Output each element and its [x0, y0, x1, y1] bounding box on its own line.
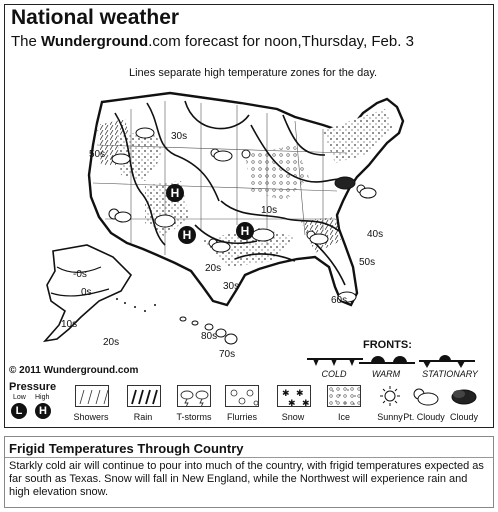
map-partly-cloudy-icon-mid-atlantic — [357, 185, 376, 198]
snow-area-northeast — [323, 109, 393, 163]
brand-name: Wunderground — [41, 33, 149, 50]
svg-text:✱: ✱ — [302, 399, 310, 407]
legend-label-ice: Ice — [337, 412, 350, 422]
map-cloudy-icon-south — [252, 229, 274, 241]
subtitle-text: forecast for noon,Thursday, Feb. 3 — [180, 33, 414, 50]
copyright: © 2011 Wunderground.com — [9, 365, 139, 376]
temperature-label: 40s — [367, 229, 384, 240]
legend-label-flurries: Flurries — [226, 412, 257, 422]
temperature-label: 10s — [61, 319, 78, 330]
legend-label-cloudy: Cloudy — [449, 412, 478, 422]
temperature-label: 30s — [223, 281, 240, 292]
temperature-label: 20s — [205, 263, 222, 274]
flurries-icon — [225, 385, 259, 407]
partly-cloudy-icon — [407, 385, 441, 407]
sunny-icon — [373, 385, 407, 407]
showers-icon — [75, 385, 109, 407]
pressure-low-label: Low — [13, 394, 26, 401]
legend-label-showers: Showers — [73, 412, 109, 422]
low-pressure-icon: L — [11, 403, 27, 419]
fronts-title: FRONTS: — [363, 339, 412, 351]
story-divider — [5, 457, 493, 458]
temperature-label: 60s — [331, 295, 348, 306]
legend-label-tstorms: T-storms — [176, 412, 212, 422]
brand-domain: .com — [148, 33, 181, 50]
temperature-label: 50s — [89, 149, 106, 160]
map-sunny-icon-dakota — [242, 150, 250, 158]
map-note: Lines separate high temperature zones for the day. — [129, 67, 378, 79]
weather-map-panel — [4, 4, 494, 428]
story-body: Starkly cold air will continue to pour into much of the country, with frigid temperatures expected as far south as Texas. Snow will fall in New England, while the Northwest will experience rain and high elevation snow. — [9, 460, 484, 498]
snow-icon — [277, 385, 311, 407]
high-pressure-icon: H — [35, 403, 51, 419]
pressure-high-label: High — [35, 394, 50, 401]
svg-text:✱: ✱ — [282, 389, 290, 399]
legend-label-sunny: Sunny — [377, 412, 403, 422]
svg-text:✱: ✱ — [288, 399, 296, 407]
temperature-label: 20s — [103, 337, 120, 348]
legend-label-snow: Snow — [281, 412, 305, 422]
front-label-cold: COLD — [321, 369, 347, 379]
tstorms-icon — [177, 385, 211, 407]
legend-label-partly-cloudy: Pt. Cloudy — [403, 412, 445, 422]
map-cloud-icon-northwest — [112, 154, 130, 164]
subtitle: The Wunderground.com forecast for noon,Thursday, Feb. 3 — [11, 33, 414, 50]
temperature-label: 10s — [261, 205, 278, 216]
temperature-label: 50s — [359, 257, 376, 268]
ice-icon — [327, 385, 361, 407]
temperature-label: 30s — [171, 131, 188, 142]
temperature-label: 0s — [81, 287, 92, 298]
temperature-label: 80s — [201, 331, 218, 342]
cloudy-icon — [447, 385, 481, 407]
svg-text:✱: ✱ — [296, 389, 304, 399]
front-label-warm: WARM — [371, 369, 401, 379]
forecast-story — [4, 436, 494, 508]
map-cloudy-icon-eastcoast — [335, 177, 355, 189]
temperature-label: 70s — [219, 349, 236, 360]
map-cloud-icon-montana — [136, 128, 154, 138]
rain-icon — [127, 385, 161, 407]
temperature-label: -0s — [73, 269, 87, 280]
map-partly-cloudy-icon-southwest — [155, 215, 175, 227]
story-heading: Frigid Temperatures Through Country — [9, 441, 244, 456]
high-pressure-label: H — [170, 186, 180, 200]
high-pressure-label: H — [240, 224, 250, 238]
front-label-stationary: STATIONARY — [422, 369, 478, 379]
aleutian-islands — [116, 298, 156, 312]
high-pressure-label: H — [182, 228, 192, 242]
pressure-title: Pressure — [9, 381, 57, 393]
page-title: National weather — [11, 6, 180, 29]
legend-label-rain: Rain — [133, 412, 153, 422]
